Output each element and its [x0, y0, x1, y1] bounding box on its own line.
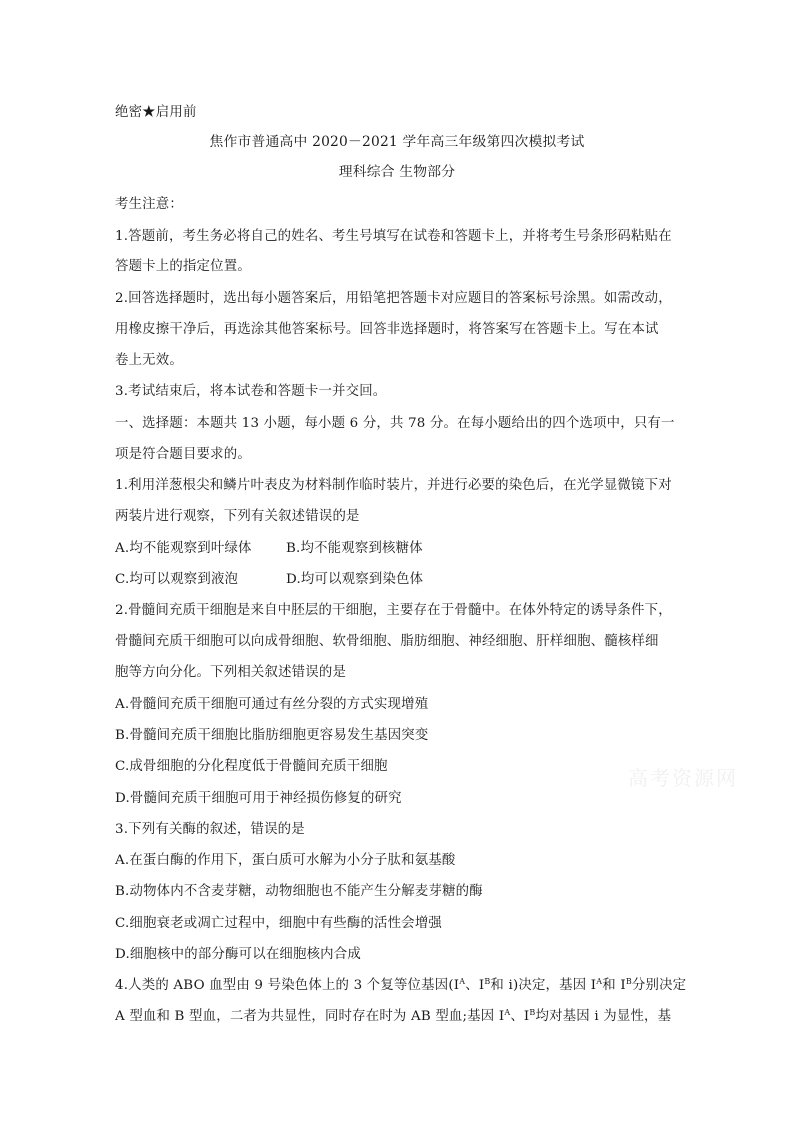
notice-item-3: 3.考试结束后，将本试卷和答题卡一并交回。 — [115, 384, 387, 399]
secret-mark: 绝密★启用前 — [115, 105, 197, 120]
watermark: 高考资源网 — [628, 766, 738, 790]
q4-stem-line-1 — [115, 977, 686, 995]
q4-superscript: B — [625, 977, 632, 986]
q1-option-a: A.均不能观察到叶绿体 — [115, 541, 252, 556]
q1-option-b: B.均不能观察到核糖体 — [286, 541, 423, 556]
q4-stem-line-2 — [115, 1008, 671, 1026]
notice-item-2-line-1: 2.回答选择题时，选出每小题答案后，用铅笔把答题卡对应题目的答案标号涂黑。如需改动， — [115, 291, 672, 306]
q2-stem-line-1: 2.骨髓间充质干细胞是来自中胚层的干细胞，主要存在于骨髓中。在体外特定的诱导条件下， — [115, 603, 672, 618]
q2-option-b: B.骨髓间充质干细胞比脂肪细胞更容易发生基因突变 — [115, 728, 429, 743]
notice-item-2-line-3: 卷上无效。 — [115, 353, 183, 368]
notice-item-1-line-2: 答题卡上的指定位置。 — [115, 259, 251, 274]
notice-heading: 考生注意： — [115, 197, 183, 212]
q3-option-b: B.动物体内不含麦芽糖，动物细胞也不能产生分解麦芽糖的酶 — [115, 884, 483, 899]
q2-option-d: D.骨髓间充质干细胞可用于神经损伤修复的研究 — [115, 791, 402, 806]
section-intro-line-2: 项是符合题目要求的。 — [115, 447, 251, 462]
q4-text: 均对基因 i 为显性，基 — [535, 1009, 672, 1024]
q2-stem-line-3: 胞等方向分化。下列相关叙述错误的是 — [115, 665, 347, 680]
exam-subtitle: 理科综合 生物部分 — [338, 164, 456, 180]
q1-stem-line-1: 1.利用洋葱根尖和鳞片叶表皮为材料制作临时装片，并进行必要的染色后，在光学显微镜下对 — [115, 478, 672, 493]
q4-superscript: B — [484, 977, 491, 986]
q1-stem-line-2: 两装片进行观察，下列有关叙述错误的是 — [115, 509, 360, 524]
q4-text: 4.人类的 ABO 血型由 9 号染色体上的 3 个复等位基因(I — [115, 978, 460, 993]
q3-option-a: A.在蛋白酶的作用下，蛋白质可水解为小分子肽和氨基酸 — [115, 853, 456, 868]
section-intro-line-1: 一、选择题：本题共 13 小题，每小题 6 分，共 78 分。在每小题给出的四个选项中，只有一 — [115, 416, 675, 431]
q4-text: 和 I — [602, 978, 626, 993]
q4-text: A 型血和 B 型血，二者为共显性，同时存在时为 AB 型血;基因 I — [115, 1009, 505, 1024]
q2-option-c: C.成骨细胞的分化程度低于骨髓间充质干细胞 — [115, 759, 388, 774]
q4-superscript: A — [459, 977, 466, 986]
q3-option-d: D.细胞核中的部分酶可以在细胞核内合成 — [115, 947, 361, 962]
q4-text: 、I — [510, 1009, 530, 1024]
q1-option-c: C.均可以观察到液泡 — [115, 572, 239, 587]
q4-text: 分别决定 — [631, 978, 687, 993]
q4-superscript: A — [596, 977, 603, 986]
q2-option-a: A.骨髓间充质干细胞可通过有丝分裂的方式实现增殖 — [115, 697, 429, 712]
exam-title: 焦作市普通高中 2020－2021 学年高三年级第四次模拟考试 — [209, 134, 585, 150]
q1-option-d: D.均可以观察到染色体 — [286, 572, 424, 587]
q3-option-c: C.细胞衰老或凋亡过程中，细胞中有些酶的活性会增强 — [115, 916, 443, 931]
q4-superscript: A — [504, 1008, 511, 1017]
q4-text: 、I — [465, 978, 485, 993]
q3-stem: 3.下列有关酶的叙述，错误的是 — [115, 822, 305, 837]
q4-text: 和 i)决定，基因 I — [490, 978, 597, 993]
q2-stem-line-2: 骨髓间充质干细胞可以向成骨细胞、软骨细胞、脂肪细胞、神经细胞、肝样细胞、髓核样细 — [115, 634, 659, 649]
notice-item-2-line-2: 用橡皮擦干净后，再选涂其他答案标号。回答非选择题时，将答案写在答题卡上。写在本试 — [115, 322, 659, 337]
q4-superscript: B — [529, 1008, 536, 1017]
notice-item-1-line-1: 1.答题前，考生务必将自己的姓名、考生号填写在试卷和答题卡上，并将考生号条形码粘贴在 — [115, 229, 672, 244]
